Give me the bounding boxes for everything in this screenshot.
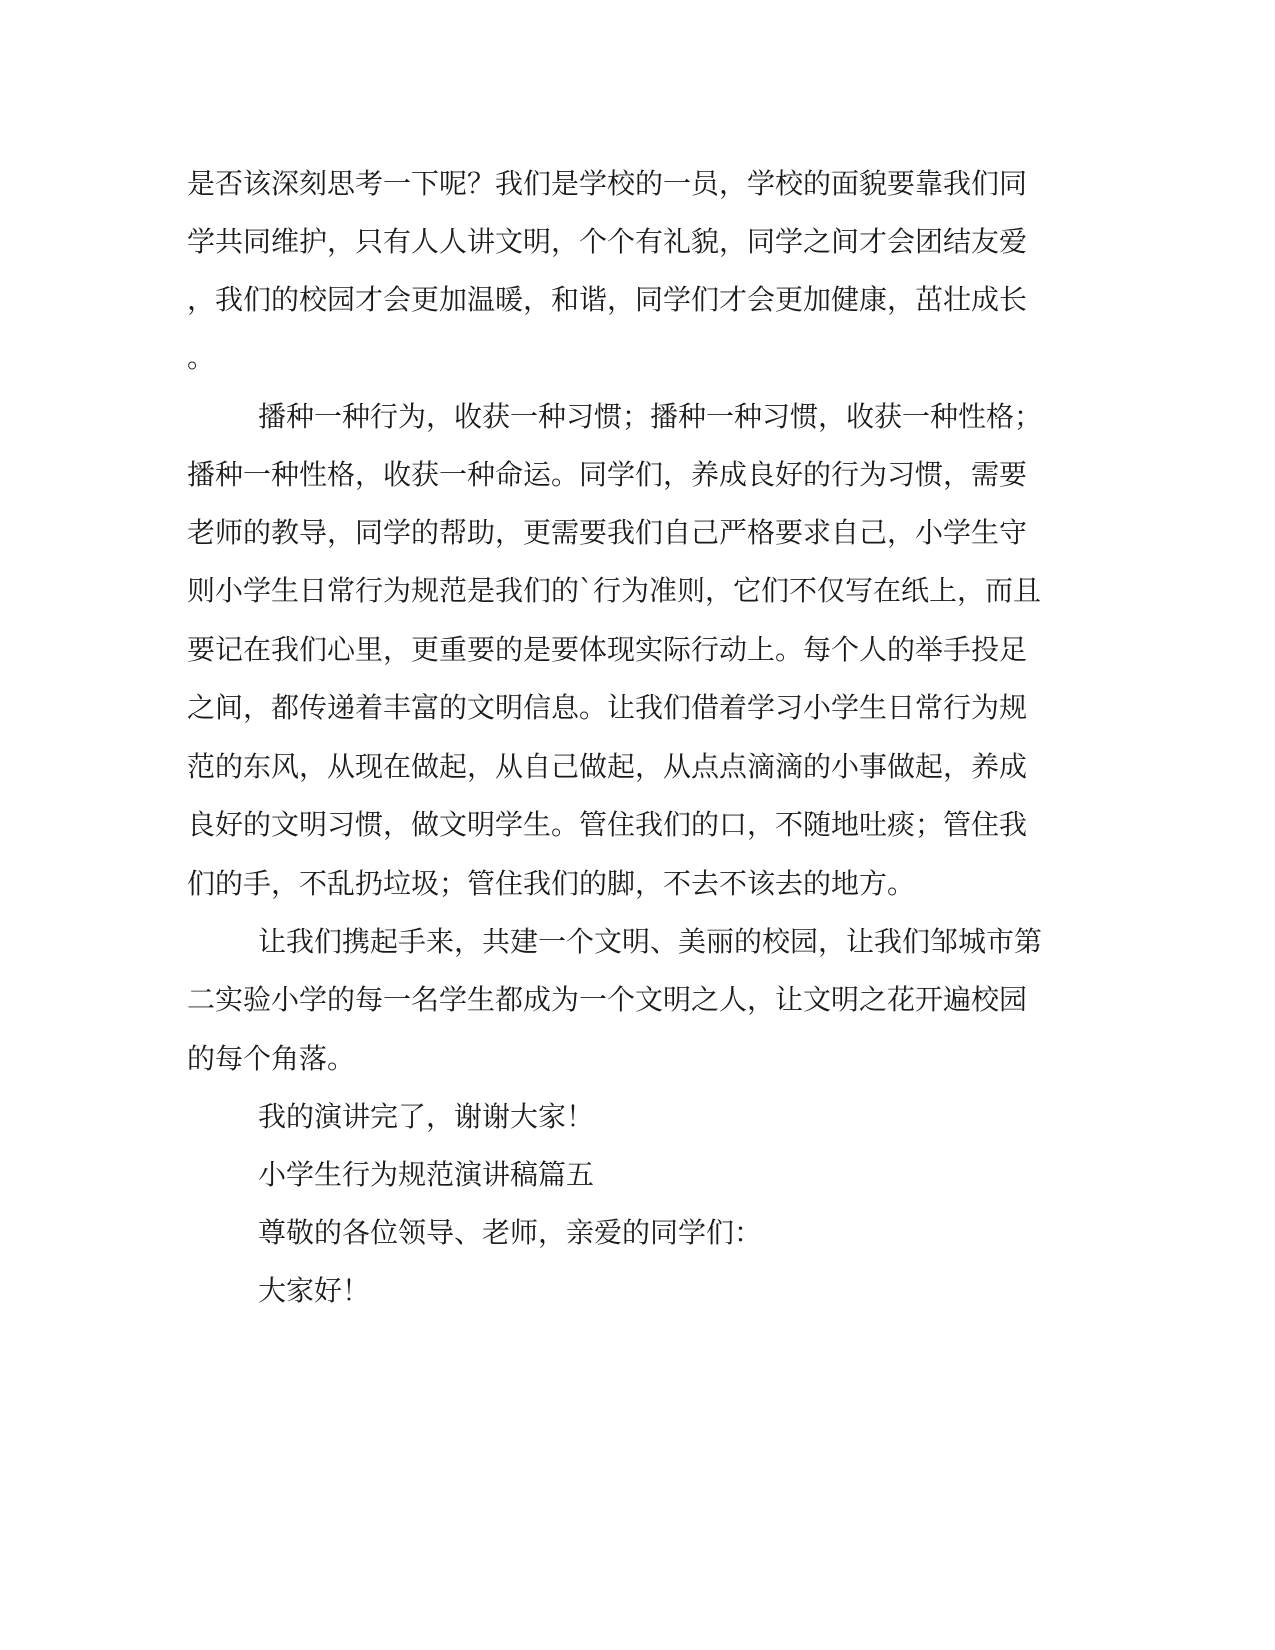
paragraph-line: 要记在我们心里，更重要的是要体现实际行动上。每个人的举手投足 xyxy=(187,633,1028,666)
paragraph-line: 播种一种性格，收获一种命运。同学们，养成良好的行为习惯，需要 xyxy=(187,458,1028,491)
paragraph-line: 二实验小学的每一名学生都成为一个文明之人，让文明之花开遍校园 xyxy=(187,983,1028,1016)
section-title: 小学生行为规范演讲稿篇五 xyxy=(258,1158,595,1191)
paragraph-line: 让我们携起手来，共建一个文明、美丽的校园，让我们邹城市第 xyxy=(258,925,1043,958)
paragraph-line: 老师的教导，同学的帮助，更需要我们自己严格要求自己，小学生守 xyxy=(187,516,1028,549)
paragraph-line: 则小学生日常行为规范是我们的`行为准则，它们不仅写在纸上，而且 xyxy=(187,574,1042,607)
greeting: 大家好！ xyxy=(258,1274,371,1307)
paragraph-line: 之间，都传递着丰富的文明信息。让我们借着学习小学生日常行为规 xyxy=(187,691,1028,724)
paragraph-line: 播种一种行为，收获一种习惯；播种一种习惯，收获一种性格； xyxy=(258,400,1043,433)
paragraph-line: 范的东风，从现在做起，从自己做起，从点点滴滴的小事做起，养成 xyxy=(187,750,1028,783)
paragraph-line: 良好的文明习惯，做文明学生。管住我们的口，不随地吐痰；管住我 xyxy=(187,808,1028,841)
paragraph-line: 是否该深刻思考一下呢？我们是学校的一员，学校的面貌要靠我们同 xyxy=(187,167,1028,200)
closing-line: 我的演讲完了，谢谢大家！ xyxy=(258,1100,595,1133)
salutation: 尊敬的各位领导、老师，亲爱的同学们： xyxy=(258,1216,763,1249)
paragraph-line: ，我们的校园才会更加温暖，和谐，同学们才会更加健康，茁壮成长 xyxy=(187,283,1028,316)
paragraph-line: 的每个角落。 xyxy=(187,1042,356,1075)
paragraph-line: 们的手，不乱扔垃圾；管住我们的脚，不去不该去的地方。 xyxy=(187,867,916,900)
paragraph-line: 学共同维护，只有人人讲文明，个个有礼貌，同学之间才会团结友爱 xyxy=(187,225,1028,258)
paragraph-line: 。 xyxy=(187,341,216,374)
